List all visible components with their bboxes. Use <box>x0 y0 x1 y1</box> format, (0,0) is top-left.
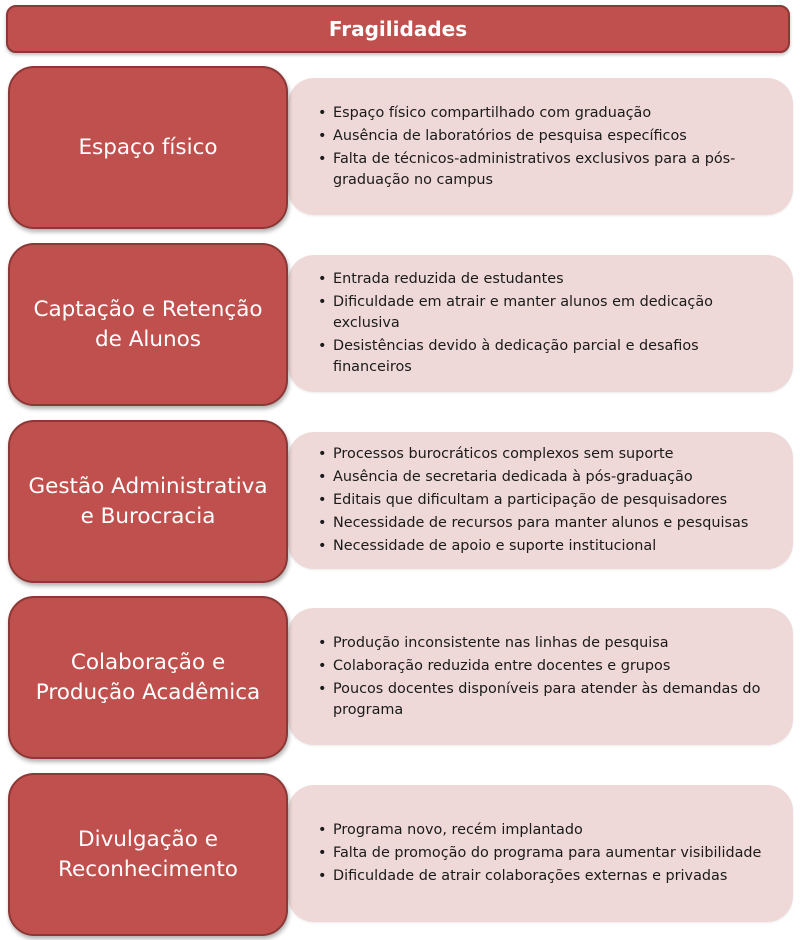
list-item-text: Dificuldade de atrair colaborações externas e privadas <box>333 868 728 884</box>
section-details-panel <box>288 432 793 569</box>
section-category-box <box>8 420 288 583</box>
bullet-icon: • <box>318 515 327 531</box>
section-details-panel <box>288 785 793 922</box>
list-item <box>318 126 779 147</box>
bullet-icon: • <box>318 845 327 861</box>
section-details-panel <box>288 608 793 745</box>
section-category-box <box>8 243 288 406</box>
bullet-icon: • <box>318 492 327 508</box>
section-details-panel <box>288 78 793 215</box>
section-category-label: Espaço físico <box>78 134 218 160</box>
list-item <box>318 269 779 290</box>
list-item-text: Necessidade de apoio e suporte institucional <box>333 538 657 554</box>
bullet-icon: • <box>318 104 327 121</box>
bullet-icon: • <box>318 271 327 287</box>
section-captacao-retencao <box>0 243 800 408</box>
section-items-list <box>318 103 779 191</box>
list-item-text: Entrada reduzida de estudantes <box>333 271 564 287</box>
bullet-icon: • <box>318 634 327 651</box>
list-item-text: Falta de técnicos-administrativos exclusivos para a pós-graduação no campus <box>333 150 736 188</box>
section-divulgacao-reconhecimento <box>0 773 800 938</box>
section-items-list <box>318 269 779 378</box>
bullet-icon: • <box>318 822 327 838</box>
list-item <box>318 467 779 488</box>
bullet-icon: • <box>318 868 327 884</box>
bullet-icon: • <box>318 150 327 167</box>
section-gestao-administrativa <box>0 420 800 585</box>
section-category-box <box>8 773 288 936</box>
list-item-text: Processos burocráticos complexos sem suporte <box>333 446 674 462</box>
section-items-list <box>318 444 779 557</box>
section-category-label: Captação e Retenção de Alunos <box>33 296 263 352</box>
section-details-panel <box>288 255 793 392</box>
section-category-box <box>8 596 288 759</box>
section-items-list <box>318 820 779 887</box>
list-item-text: Editais que dificultam a participação de pesquisadores <box>333 492 728 508</box>
list-item <box>318 656 779 677</box>
section-category-label: Gestão Administrativa e Burocracia <box>28 473 268 529</box>
section-category-label: Colaboração e Produção Acadêmica <box>35 649 261 705</box>
list-item <box>318 843 779 864</box>
list-item-text: Espaço físico compartilhado com graduação <box>333 104 652 121</box>
list-item-text: Necessidade de recursos para manter alunos e pesquisas <box>333 515 749 531</box>
list-item-text: Falta de promoção do programa para aumentar visibilidade <box>333 845 762 861</box>
list-item-text: Dificuldade em atrair e manter alunos em dedicação exclusiva <box>333 294 713 331</box>
list-item <box>318 444 779 465</box>
bullet-icon: • <box>318 538 327 554</box>
list-item-text: Colaboração reduzida entre docentes e grupos <box>333 657 671 674</box>
section-category-label: Divulgação e Reconhecimento <box>58 826 238 882</box>
list-item <box>318 103 779 124</box>
bullet-icon: • <box>318 338 327 354</box>
section-colaboracao-producao <box>0 596 800 761</box>
list-item <box>318 336 779 378</box>
list-item <box>318 866 779 887</box>
list-item <box>318 536 779 557</box>
list-item <box>318 633 779 654</box>
list-item <box>318 490 779 511</box>
list-item-text: Ausência de laboratórios de pesquisa específicos <box>333 127 687 144</box>
list-item-text: Produção inconsistente nas linhas de pesquisa <box>333 634 669 651</box>
section-items-list <box>318 633 779 721</box>
list-item-text: Poucos docentes disponíveis para atender às demandas do programa <box>333 680 761 718</box>
list-item <box>318 820 779 841</box>
list-item <box>318 292 779 334</box>
list-item-text: Desistências devido à dedicação parcial e desafios financeiros <box>333 338 699 375</box>
bullet-icon: • <box>318 657 327 674</box>
bullet-icon: • <box>318 469 327 485</box>
bullet-icon: • <box>318 680 327 697</box>
list-item-text: Programa novo, recém implantado <box>333 822 583 838</box>
section-espaco-fisico <box>0 66 800 231</box>
section-category-box <box>8 66 288 229</box>
bullet-icon: • <box>318 446 327 462</box>
bullet-icon: • <box>318 294 327 310</box>
bullet-icon: • <box>318 127 327 144</box>
list-item <box>318 679 779 721</box>
page-title: Fragilidades <box>6 5 790 53</box>
list-item-text: Ausência de secretaria dedicada à pós-graduação <box>333 469 693 485</box>
list-item <box>318 149 779 191</box>
list-item <box>318 513 779 534</box>
